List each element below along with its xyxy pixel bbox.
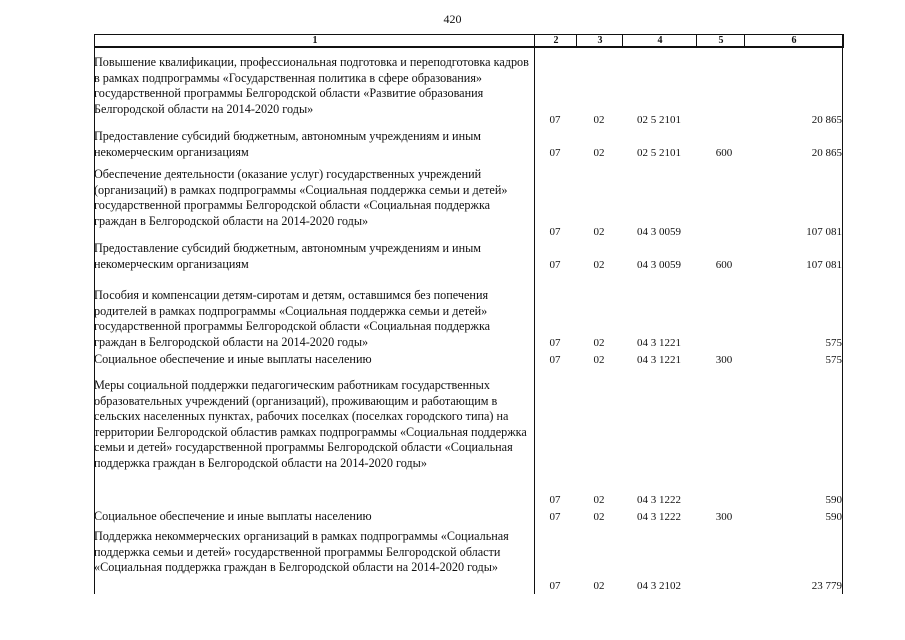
row-amount: 590 xyxy=(825,511,842,523)
column-divider-header-5 xyxy=(744,34,745,46)
header-col-1: 1 xyxy=(312,35,318,46)
row-section: 07 xyxy=(549,147,561,159)
row-amount: 20 865 xyxy=(811,147,842,159)
row-expense-type: 600 xyxy=(715,147,733,159)
row-amount: 107 081 xyxy=(806,226,842,238)
row-amount: 575 xyxy=(825,337,842,349)
table-row xyxy=(94,129,842,163)
table-row xyxy=(94,55,842,130)
row-description: Предоставление субсидий бюджетным, автономным учреждениям и иным некомерческим организациям xyxy=(94,129,481,159)
row-description: Повышение квалификации, профессиональная подготовка и переподготовка кадров в рамках подпрограммы «Государственная политика в сфере образования» государственной программы Белгородской области «Развитие образования Белгородской области на 2014-2020 годы» xyxy=(94,55,529,116)
row-description: Поддержка некоммерческих организаций в рамках подпрограммы «Социальная поддержка семьи и детей» государственной программы Белгородской области «Социальная поддержка граждан в Белгородской области на 2014-2020 годы» xyxy=(94,529,509,575)
row-subsection: 02 xyxy=(593,147,605,159)
row-section: 07 xyxy=(549,494,561,506)
row-target-code: 04 3 0059 xyxy=(637,226,681,238)
row-target-code: 04 3 1222 xyxy=(637,494,681,506)
column-divider-header-2 xyxy=(576,34,577,46)
row-description: Обеспечение деятельности (оказание услуг) государственных учреждений (организаций) в рамках подпрограммы «Социальная поддержка семьи и детей» государственной программы Белгородской области «Социальная поддержка граждан в Белгородской области на 2014-2020 годы» xyxy=(94,167,508,228)
row-description: Пособия и компенсации детям-сиротам и детям, оставшимся без попечения родителей в рамках подпрограммы «Социальная поддержка семьи и детей» государственной программы Белгородской области «Социальная поддержка граждан в Белгородской области на 2014-2020 годы» xyxy=(94,288,491,349)
row-amount: 23 779 xyxy=(811,580,842,592)
header-col-4: 4 xyxy=(657,35,663,46)
row-section: 07 xyxy=(549,114,561,126)
row-description: Социальное обеспечение и иные выплаты населению xyxy=(94,509,372,523)
row-section: 07 xyxy=(549,259,561,271)
header-col-2: 2 xyxy=(553,35,559,46)
row-target-code: 04 3 0059 xyxy=(637,259,681,271)
header-col-3: 3 xyxy=(597,35,603,46)
table-row xyxy=(94,529,842,595)
row-expense-type: 300 xyxy=(715,354,733,366)
row-subsection: 02 xyxy=(593,354,605,366)
row-section: 07 xyxy=(549,511,561,523)
row-section: 07 xyxy=(549,580,561,592)
column-divider-header-3 xyxy=(622,34,623,46)
row-subsection: 02 xyxy=(593,259,605,271)
row-section: 07 xyxy=(549,354,561,366)
row-section: 07 xyxy=(549,337,561,349)
row-amount: 107 081 xyxy=(806,259,842,271)
header-col-5: 5 xyxy=(718,35,724,46)
row-subsection: 02 xyxy=(593,494,605,506)
row-expense-type: 300 xyxy=(715,511,733,523)
table-header xyxy=(94,34,844,48)
page-number: 420 xyxy=(443,12,462,26)
row-subsection: 02 xyxy=(593,580,605,592)
table-right-border xyxy=(842,34,843,594)
row-subsection: 02 xyxy=(593,337,605,349)
table-row xyxy=(94,241,842,275)
row-subsection: 02 xyxy=(593,511,605,523)
row-description: Предоставление субсидий бюджетным, автономным учреждениям и иным некомерческим организациям xyxy=(94,241,481,271)
row-description: Социальное обеспечение и иные выплаты населению xyxy=(94,352,372,366)
table-row xyxy=(94,509,842,527)
row-target-code: 04 3 1221 xyxy=(637,337,681,349)
row-amount: 575 xyxy=(825,354,842,366)
row-subsection: 02 xyxy=(593,226,605,238)
row-target-code: 02 5 2101 xyxy=(637,147,681,159)
row-target-code: 02 5 2101 xyxy=(637,114,681,126)
row-description: Меры социальной поддержки педагогическим работникам государственных образовательных учреждений (организаций), проживающим и работающим в сельских населенных пунктах, рабочих поселках (поселках городского типа) на территории Белгородской областив рамках подпрограммы «Социальная поддержка семьи и детей» государственной программы Белгородской области «Социальная поддержка граждан в Белгородской области на 2014-2020 годы» xyxy=(94,378,527,470)
row-expense-type: 600 xyxy=(715,259,733,271)
row-section: 07 xyxy=(549,226,561,238)
row-target-code: 04 3 2102 xyxy=(637,580,681,592)
row-amount: 20 865 xyxy=(811,114,842,126)
table-row xyxy=(94,378,842,506)
header-col-6: 6 xyxy=(791,35,797,46)
table-row xyxy=(94,288,842,352)
row-target-code: 04 3 1222 xyxy=(637,511,681,523)
column-divider-header-4 xyxy=(696,34,697,46)
row-subsection: 02 xyxy=(593,114,605,126)
row-amount: 590 xyxy=(825,494,842,506)
table-row xyxy=(94,167,842,239)
table-row xyxy=(94,352,842,370)
row-target-code: 04 3 1221 xyxy=(637,354,681,366)
